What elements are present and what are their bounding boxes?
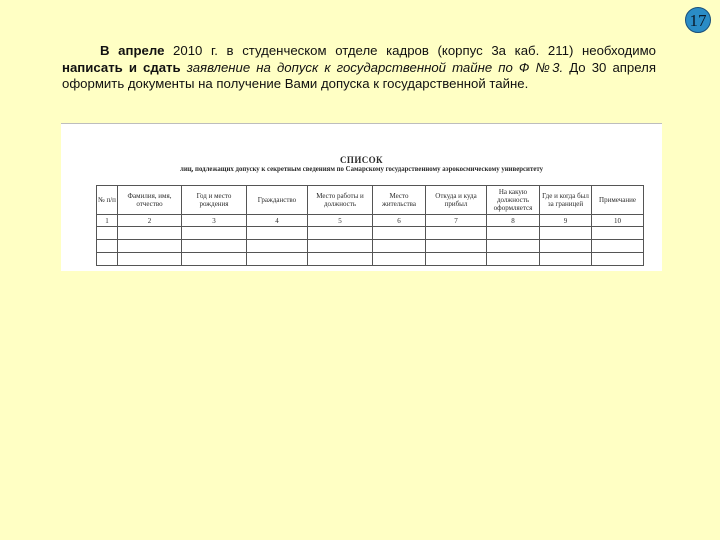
empty-cell <box>97 253 118 266</box>
header-row <box>97 186 644 215</box>
empty-cell <box>373 240 426 253</box>
table-row <box>97 227 644 240</box>
header-cell: Место жительства <box>373 186 426 215</box>
instruction-italic: заявление на допуск к государственной тайне по Ф №3. <box>180 59 564 75</box>
column-number-cell: 4 <box>247 215 308 227</box>
empty-cell <box>182 227 247 240</box>
empty-cell <box>592 240 644 253</box>
empty-cell <box>487 253 540 266</box>
empty-cell <box>247 227 308 240</box>
instruction-lead: В апреле <box>100 43 165 58</box>
empty-cell <box>373 253 426 266</box>
empty-cell <box>487 227 540 240</box>
empty-cell <box>182 240 247 253</box>
header-cell: На какую должность оформляется <box>487 186 540 215</box>
empty-cell <box>373 227 426 240</box>
empty-cell <box>540 253 592 266</box>
header-cell: № п/п <box>97 186 118 215</box>
empty-cell <box>592 227 644 240</box>
empty-cell <box>247 253 308 266</box>
empty-cell <box>118 253 182 266</box>
column-number-cell: 1 <box>97 215 118 227</box>
empty-cell <box>540 227 592 240</box>
empty-cell <box>308 227 373 240</box>
empty-cell <box>487 240 540 253</box>
empty-cell <box>426 240 487 253</box>
header-cell: Где и когда был за границей <box>540 186 592 215</box>
header-cell: Гражданство <box>247 186 308 215</box>
instruction-text-3: До 30 апреля оформить документы на получение Вами допуска к государственной тайне. <box>62 59 656 91</box>
empty-cell <box>592 253 644 266</box>
header-cell: Примечание <box>592 186 644 215</box>
instruction-text-1: 2010 г. в студенческом отделе кадров (корпус 3а каб. 211) необходимо <box>164 43 656 58</box>
form-subtitle: лиц, подлежащих допуску к секретным сведениям по Самарскому государственному аэрокосмическому университету <box>180 166 543 173</box>
column-number-cell: 2 <box>118 215 182 227</box>
column-number-row <box>97 215 644 227</box>
table-row <box>97 253 644 266</box>
scanned-form-image <box>61 123 662 271</box>
empty-cell <box>308 253 373 266</box>
column-number-cell: 7 <box>426 215 487 227</box>
header-cell: Откуда и куда прибыл <box>426 186 487 215</box>
empty-cell <box>118 227 182 240</box>
column-number-cell: 10 <box>592 215 644 227</box>
empty-cell <box>97 227 118 240</box>
table-row <box>97 240 644 253</box>
header-cell: Фамилия, имя, отчество <box>118 186 182 215</box>
empty-cell <box>308 240 373 253</box>
column-number-cell: 6 <box>373 215 426 227</box>
column-number-cell: 3 <box>182 215 247 227</box>
header-cell: Место работы и должность <box>308 186 373 215</box>
form-title: СПИСОК <box>340 155 383 165</box>
empty-cell <box>540 240 592 253</box>
empty-cell <box>97 240 118 253</box>
column-number-cell: 8 <box>487 215 540 227</box>
scan-top-border <box>61 123 662 124</box>
empty-cell <box>182 253 247 266</box>
empty-cell <box>118 240 182 253</box>
column-number-cell: 9 <box>540 215 592 227</box>
personnel-form-table <box>96 185 644 266</box>
empty-cell <box>247 240 308 253</box>
page-number-badge: 17 <box>685 7 711 33</box>
instruction-paragraph <box>62 43 656 93</box>
column-number-cell: 5 <box>308 215 373 227</box>
empty-cell <box>426 227 487 240</box>
empty-cell <box>426 253 487 266</box>
header-cell: Год и место рождения <box>182 186 247 215</box>
instruction-bold-action: написать и сдать <box>62 59 181 75</box>
